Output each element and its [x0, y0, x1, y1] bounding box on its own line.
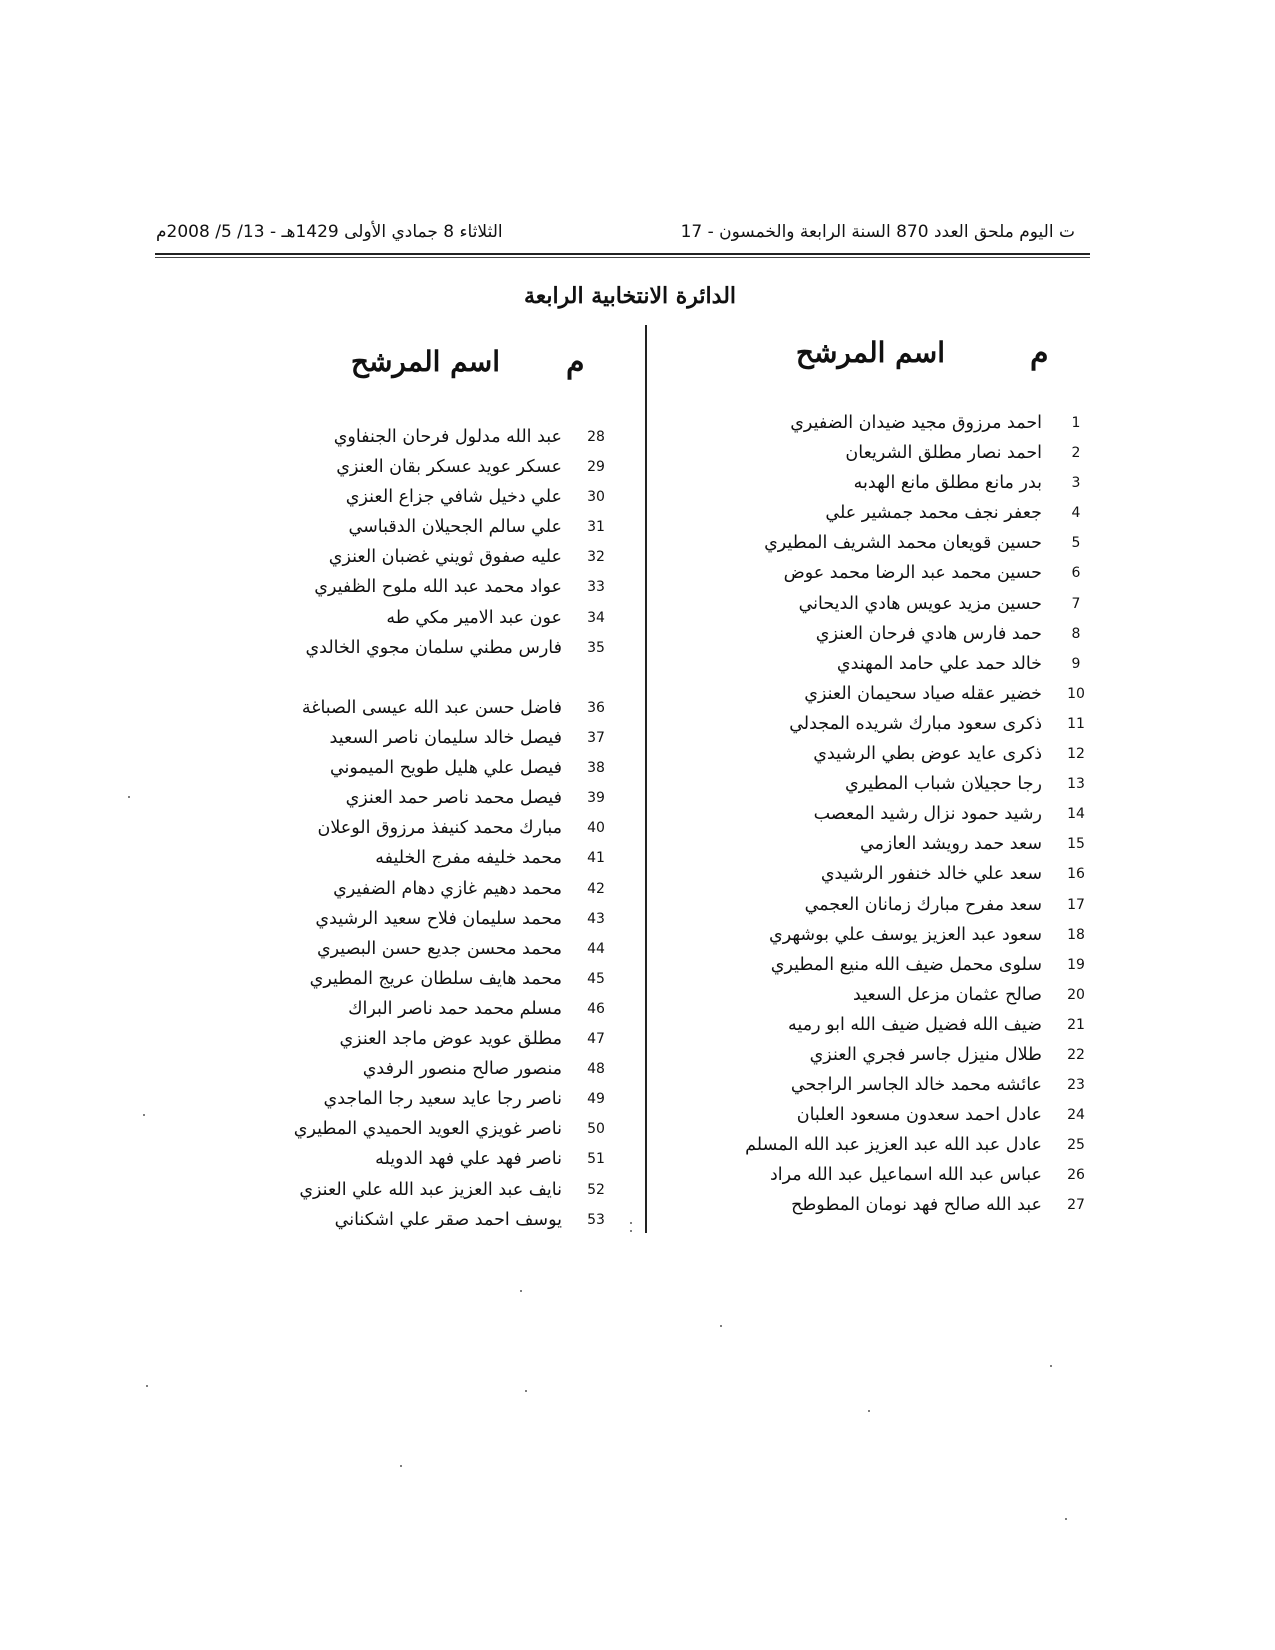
- candidate-number: 17: [1067, 896, 1085, 913]
- candidate-list-right: [730, 408, 1090, 1221]
- candidate-number: 12: [1067, 746, 1085, 763]
- candidate-row: [300, 693, 610, 723]
- candidate-row: [730, 799, 1090, 829]
- scan-speck: [1065, 1518, 1067, 1520]
- candidate-name: مسلم محمد حمد ناصر البراك: [348, 998, 562, 1019]
- right-number-header: م: [1030, 336, 1049, 371]
- candidate-name: عبد الله مدلول فرحان الجنفاوي: [333, 427, 562, 447]
- candidate-name: احمد مرزوق مجيد ضيدان الضفيري: [790, 413, 1042, 433]
- candidate-name: عبد الله صالح فهد نومان المطوطح: [791, 1195, 1042, 1216]
- candidate-row: [730, 1040, 1090, 1070]
- candidate-number: 15: [1067, 836, 1085, 853]
- candidate-number: 40: [587, 820, 605, 837]
- scan-speck: [146, 1385, 148, 1387]
- candidate-number: 44: [587, 940, 605, 957]
- candidate-number: 46: [587, 1000, 605, 1017]
- candidate-name: محمد هايف سلطان عريج المطيري: [309, 968, 562, 989]
- candidate-number: 34: [587, 609, 605, 626]
- candidate-row: [730, 1160, 1090, 1190]
- candidate-row: [730, 438, 1090, 468]
- candidate-row: [300, 904, 610, 934]
- candidate-row: [730, 679, 1090, 709]
- candidate-row: [730, 769, 1090, 799]
- scan-speck: [143, 1114, 145, 1116]
- candidate-name: عون عبد الامير مكي طه: [386, 607, 562, 628]
- candidate-number: 3: [1071, 475, 1081, 492]
- candidate-name: علي سالم الجحيلان الدقباسي: [348, 517, 562, 538]
- candidate-number: 23: [1067, 1077, 1085, 1094]
- candidate-row: [300, 1054, 610, 1084]
- candidate-row: [730, 528, 1090, 558]
- candidate-name: حسين قويعان محمد الشريف المطيري: [764, 533, 1042, 554]
- candidate-row: [300, 753, 610, 783]
- candidate-name: طلال منيزل جاسر فجري العنزي: [809, 1044, 1042, 1065]
- candidate-row: [300, 994, 610, 1024]
- candidate-row: [730, 739, 1090, 769]
- candidate-number: 8: [1071, 625, 1081, 642]
- candidate-number: 48: [587, 1061, 605, 1078]
- candidate-row: [730, 649, 1090, 679]
- candidate-name: ناصر رجا عايد سعيد رجا الماجدي: [323, 1089, 562, 1110]
- candidate-number: 2: [1071, 445, 1081, 462]
- candidate-name: حمد فارس هادي فرحان العنزي: [815, 623, 1042, 644]
- candidate-name: ذكرى عايد عوض بطي الرشيدي: [813, 744, 1042, 765]
- candidate-number: 5: [1071, 535, 1081, 552]
- candidate-row: [730, 980, 1090, 1010]
- candidate-number: 53: [587, 1211, 605, 1228]
- scan-speck: [128, 796, 130, 798]
- candidate-name: احمد نصار مطلق الشريعان: [845, 443, 1042, 464]
- scan-speck: [1050, 1365, 1052, 1367]
- candidate-number: 32: [587, 549, 605, 566]
- candidate-number: 13: [1067, 776, 1085, 793]
- candidate-number: 4: [1071, 505, 1081, 522]
- candidate-number: 19: [1067, 956, 1085, 973]
- candidate-row: [300, 934, 610, 964]
- candidate-name: عادل عبد الله عبد العزيز عبد الله المسلم: [745, 1135, 1042, 1156]
- candidate-number: 38: [587, 760, 605, 777]
- candidate-name: حسين مزيد عويس هادي الديحاني: [798, 593, 1042, 614]
- candidate-row: [300, 1144, 610, 1174]
- candidate-name: عواد محمد عبد الله ملوح الظفيري: [314, 577, 562, 598]
- candidate-name: ناصر فهد علي فهد الدويله: [375, 1149, 562, 1170]
- candidate-name: ناصر غويزي العويد الحميدي المطيري: [293, 1119, 562, 1140]
- candidate-row: [300, 452, 610, 482]
- scan-speck: [868, 1410, 870, 1412]
- candidate-name: محمد دهيم غازي دهام الضفيري: [333, 878, 562, 899]
- candidate-number: 26: [1067, 1167, 1085, 1184]
- header-rule-thin: [155, 257, 1090, 258]
- candidate-name: فيصل محمد ناصر حمد العنزي: [345, 788, 562, 809]
- candidate-number: 27: [1067, 1197, 1085, 1214]
- candidate-name: جعفر نجف محمد جمشير علي: [825, 503, 1042, 524]
- scan-speck: [525, 1390, 527, 1392]
- candidate-number: 50: [587, 1121, 605, 1138]
- candidate-number: 11: [1067, 715, 1085, 732]
- candidate-name: فيصل علي هليل طويح الميموني: [329, 758, 562, 779]
- candidate-row: [730, 950, 1090, 980]
- candidate-name: خالد حمد علي حامد المهندي: [836, 653, 1042, 674]
- candidate-name: عسكر عويد عسكر بقان العنزي: [336, 457, 562, 478]
- candidate-row: [300, 874, 610, 904]
- candidate-row: [730, 829, 1090, 859]
- candidate-row: [730, 1100, 1090, 1130]
- candidate-number: 6: [1071, 565, 1081, 582]
- candidate-number: 45: [587, 970, 605, 987]
- left-name-header: اسم المرشح: [350, 345, 500, 378]
- scan-speck: [520, 1290, 522, 1292]
- candidate-name: يوسف احمد صقر علي اشكناني: [334, 1209, 562, 1230]
- candidate-number: 36: [587, 700, 605, 716]
- candidate-row: [730, 890, 1090, 920]
- candidate-row: [300, 482, 610, 512]
- issue-date: الثلاثاء 8 جمادي الأولى 1429هـ - 13/ 5/ 2008م: [156, 222, 503, 242]
- left-number-header: م: [566, 345, 585, 380]
- candidate-row: [730, 498, 1090, 528]
- candidate-name: فاضل حسن عبد الله عيسى الصباغة: [301, 698, 562, 718]
- candidate-row: [730, 619, 1090, 649]
- candidate-row: [300, 723, 610, 753]
- candidate-number: 39: [587, 790, 605, 807]
- candidate-row: [730, 1190, 1090, 1220]
- column-divider: [645, 325, 647, 1233]
- candidate-name: علي دخيل شافي جزاع العنزي: [345, 487, 562, 508]
- candidate-name: سعد علي خالد خنفور الرشيدي: [820, 864, 1042, 885]
- candidate-number: 9: [1071, 655, 1081, 672]
- candidate-name: مطلق عويد عوض ماجد العنزي: [339, 1029, 562, 1050]
- candidate-number: 31: [587, 519, 605, 536]
- scan-speck: [630, 1230, 632, 1232]
- candidate-name: نايف عبد العزيز عبد الله علي العنزي: [299, 1179, 562, 1200]
- candidate-list-left-bottom: [293, 693, 610, 1235]
- scan-speck: [630, 1222, 632, 1224]
- candidate-row: [730, 1130, 1090, 1160]
- candidate-name: رجا حجيلان شباب المطيري: [844, 774, 1042, 795]
- candidate-number: 47: [587, 1031, 605, 1048]
- candidate-number: 37: [587, 730, 605, 747]
- candidate-row: [300, 1205, 610, 1235]
- header-rule: [155, 253, 1090, 255]
- candidate-number: 49: [587, 1091, 605, 1108]
- candidate-number: 30: [587, 489, 605, 506]
- candidate-row: [300, 512, 610, 542]
- candidate-name: ضيف الله فضيل ضيف الله ابو رميه: [788, 1014, 1042, 1035]
- candidate-name: فيصل خالد سليمان ناصر السعيد: [329, 728, 562, 749]
- candidate-row: [730, 408, 1090, 438]
- scan-speck: [720, 1325, 722, 1327]
- right-name-header: اسم المرشح: [795, 336, 945, 369]
- candidate-row: [293, 1114, 610, 1144]
- candidate-row: [300, 603, 610, 633]
- candidate-name: عليه صفوق ثويني غضبان العنزي: [328, 547, 562, 568]
- gazette-masthead: ت اليوم ملحق العدد 870 السنة الرابعة والخمسون - 17: [680, 222, 1075, 242]
- candidate-number: 16: [1067, 866, 1085, 883]
- candidate-name: صالح عثمان مزعل السعيد: [853, 984, 1042, 1005]
- candidate-name: سلوى محمل ضيف الله منيع المطيري: [770, 954, 1042, 975]
- candidate-row: [730, 558, 1090, 588]
- candidate-name: رشيد حمود نزال رشيد المعصب: [813, 804, 1042, 825]
- candidate-row: [300, 1024, 610, 1054]
- candidate-name: فارس مطني سلمان مجوي الخالدي: [305, 637, 562, 658]
- candidate-number: 25: [1067, 1137, 1085, 1154]
- candidate-name: ذكرى سعود مبارك شريده المجدلي: [789, 713, 1042, 734]
- candidate-row: [730, 589, 1090, 619]
- candidate-name: سعد مفرح مبارك زمانان العجمي: [804, 894, 1042, 915]
- candidate-number: 42: [587, 880, 605, 897]
- candidate-number: 52: [587, 1181, 605, 1198]
- candidate-row: [730, 920, 1090, 950]
- candidate-number: 20: [1067, 986, 1085, 1003]
- candidate-row: [300, 572, 610, 602]
- candidate-number: 14: [1067, 806, 1085, 823]
- candidate-row: [300, 964, 610, 994]
- candidate-name: منصور صالح منصور الرفدي: [362, 1059, 562, 1080]
- candidate-name: مبارك محمد كنيفذ مرزوق الوعلان: [317, 818, 562, 839]
- candidate-row: [300, 1175, 610, 1205]
- candidate-row: [730, 1070, 1090, 1100]
- candidate-number: 28: [587, 429, 605, 445]
- candidate-number: 10: [1067, 685, 1085, 702]
- candidate-number: 1: [1071, 415, 1081, 431]
- candidate-name: عادل احمد سعدون مسعود العلبان: [796, 1105, 1042, 1126]
- candidate-row: [730, 859, 1090, 889]
- candidate-number: 7: [1071, 595, 1081, 612]
- candidate-row: [300, 1084, 610, 1114]
- candidate-row: [300, 633, 610, 663]
- candidate-number: 33: [587, 579, 605, 596]
- candidate-row: [300, 843, 610, 873]
- candidate-row: [730, 709, 1090, 739]
- candidate-name: خضير عقله صياد سحيمان العنزي: [804, 683, 1042, 704]
- candidate-row: [300, 783, 610, 813]
- candidate-row: [730, 1010, 1090, 1040]
- candidate-name: محمد محسن جديع حسن البصيري: [316, 938, 562, 959]
- candidate-name: محمد خليفه مفرج الخليفه: [375, 848, 562, 869]
- candidate-number: 24: [1067, 1107, 1085, 1124]
- candidate-name: محمد سليمان فلاح سعيد الرشيدي: [315, 908, 562, 929]
- candidate-number: 21: [1067, 1016, 1085, 1033]
- candidate-name: عباس عبد الله اسماعيل عبد الله مراد: [770, 1165, 1042, 1186]
- candidate-number: 35: [587, 639, 605, 656]
- candidate-row: [300, 813, 610, 843]
- section-title: الدائرة الانتخابية الرابعة: [523, 283, 737, 309]
- candidate-row: [730, 468, 1090, 498]
- candidate-list-left-top: [300, 422, 610, 663]
- scan-speck: [400, 1465, 402, 1467]
- candidate-name: حسين محمد عبد الرضا محمد عوض: [783, 563, 1042, 584]
- candidate-name: عائشه محمد خالد الجاسر الراجحي: [790, 1075, 1042, 1096]
- candidate-row: [300, 542, 610, 572]
- candidate-number: 41: [587, 850, 605, 867]
- candidate-row: [300, 422, 610, 452]
- candidate-number: 29: [587, 459, 605, 476]
- candidate-number: 51: [587, 1151, 605, 1168]
- candidate-name: بدر مانع مطلق مانع الهدبه: [853, 473, 1042, 494]
- candidate-name: سعود عبد العزيز يوسف علي بوشهري: [769, 924, 1042, 945]
- candidate-name: سعد حمد رويشد العازمي: [859, 834, 1042, 855]
- candidate-number: 43: [587, 910, 605, 927]
- candidate-number: 18: [1067, 926, 1085, 943]
- candidate-number: 22: [1067, 1046, 1085, 1063]
